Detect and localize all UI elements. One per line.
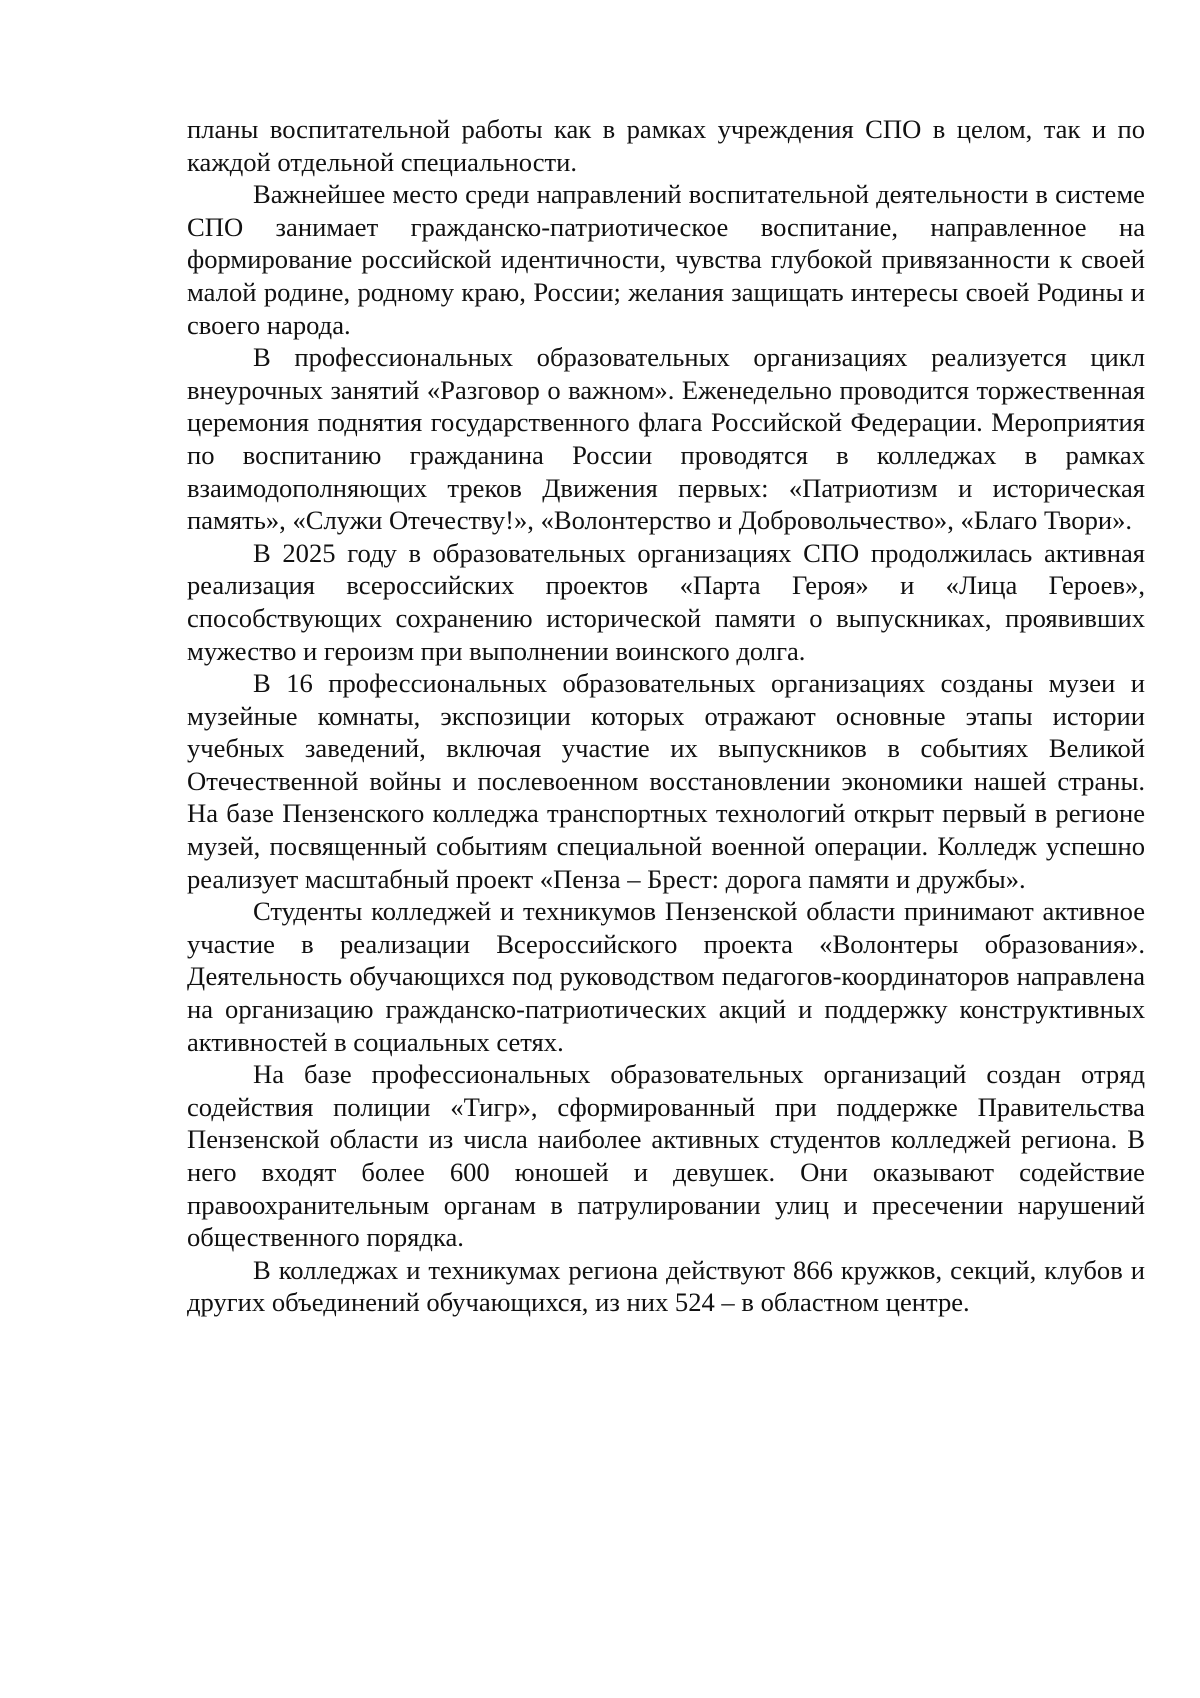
paragraph-2025-projects: В 2025 году в образовательных организациях СПО продолжилась активная реализация всероссийских проектов «Парта Героя» и «Лица Героев», способствующих сохранению исторической памяти о выпускниках, проявивших мужество и героизм при выполнении воинского долга. [187,537,1145,666]
document-body [187,113,1145,1319]
paragraph-civic-patriotic-education: Важнейшее место среди направлений воспитательной деятельности в системе СПО занимает гражданско-патриотическое воспитание, направленное на формирование российской идентичности, чувства глубокой привязанности к своей малой родине, родному краю, России; желания защищать интересы своей Родины и своего народа. [187,179,1145,340]
paragraph-clubs: В колледжах и техникумах региона действуют 866 кружков, секций, клубов и других объединений обучающихся, из них 524 – в областном центре. [187,1254,1145,1318]
paragraph-police-squad: На базе профессиональных образовательных организаций создан отряд содействия полиции «Тигр», сформированный при поддержке Правительства Пензенской области из числа наиболее активных студентов колледжей региона. В него входят более 600 юношей и девушек. Они оказывают содействие правоохранительным органам в патрулировании улиц и пресечении нарушений общественного порядка. [187,1059,1145,1253]
paragraph-extracurricular-cycle: В профессиональных образовательных организациях реализуется цикл внеурочных занятий «Разговор о важном». Еженедельно проводится торжественная церемония поднятия государственного флага Российской Федерации. Мероприятия по воспитанию гражданина России проводятся в колледжах в рамках взаимодополняющих треков Движения первых: «Патриотизм и историческая память», «Служи Отечеству!», «Волонтерство и Добровольчество», «Благо Твори». [187,342,1145,536]
paragraph-volunteers: Студенты колледжей и техникумов Пензенской области принимают активное участие в реализации Всероссийского проекта «Волонтеры образования». Деятельность обучающихся под руководством педагогов-координаторов направлена на организацию гражданско-патриотических акций и поддержку конструктивных активностей в социальных сетях. [187,896,1145,1057]
paragraph-museums: В 16 профессиональных образовательных организациях созданы музеи и музейные комнаты, экспозиции которых отражают основные этапы истории учебных заведений, включая участие их выпускников в событиях Великой Отечественной войны и послевоенном восстановлении экономики нашей страны. На базе Пензенского колледжа транспортных технологий открыт первый в регионе музей, посвященный событиям специальной военной операции. Колледж успешно реализует масштабный проект «Пенза – Брест: дорога памяти и дружбы». [187,668,1145,894]
paragraph-continuation: планы воспитательной работы как в рамках учреждения СПО в целом, так и по каждой отдельной специальности. [187,114,1145,177]
